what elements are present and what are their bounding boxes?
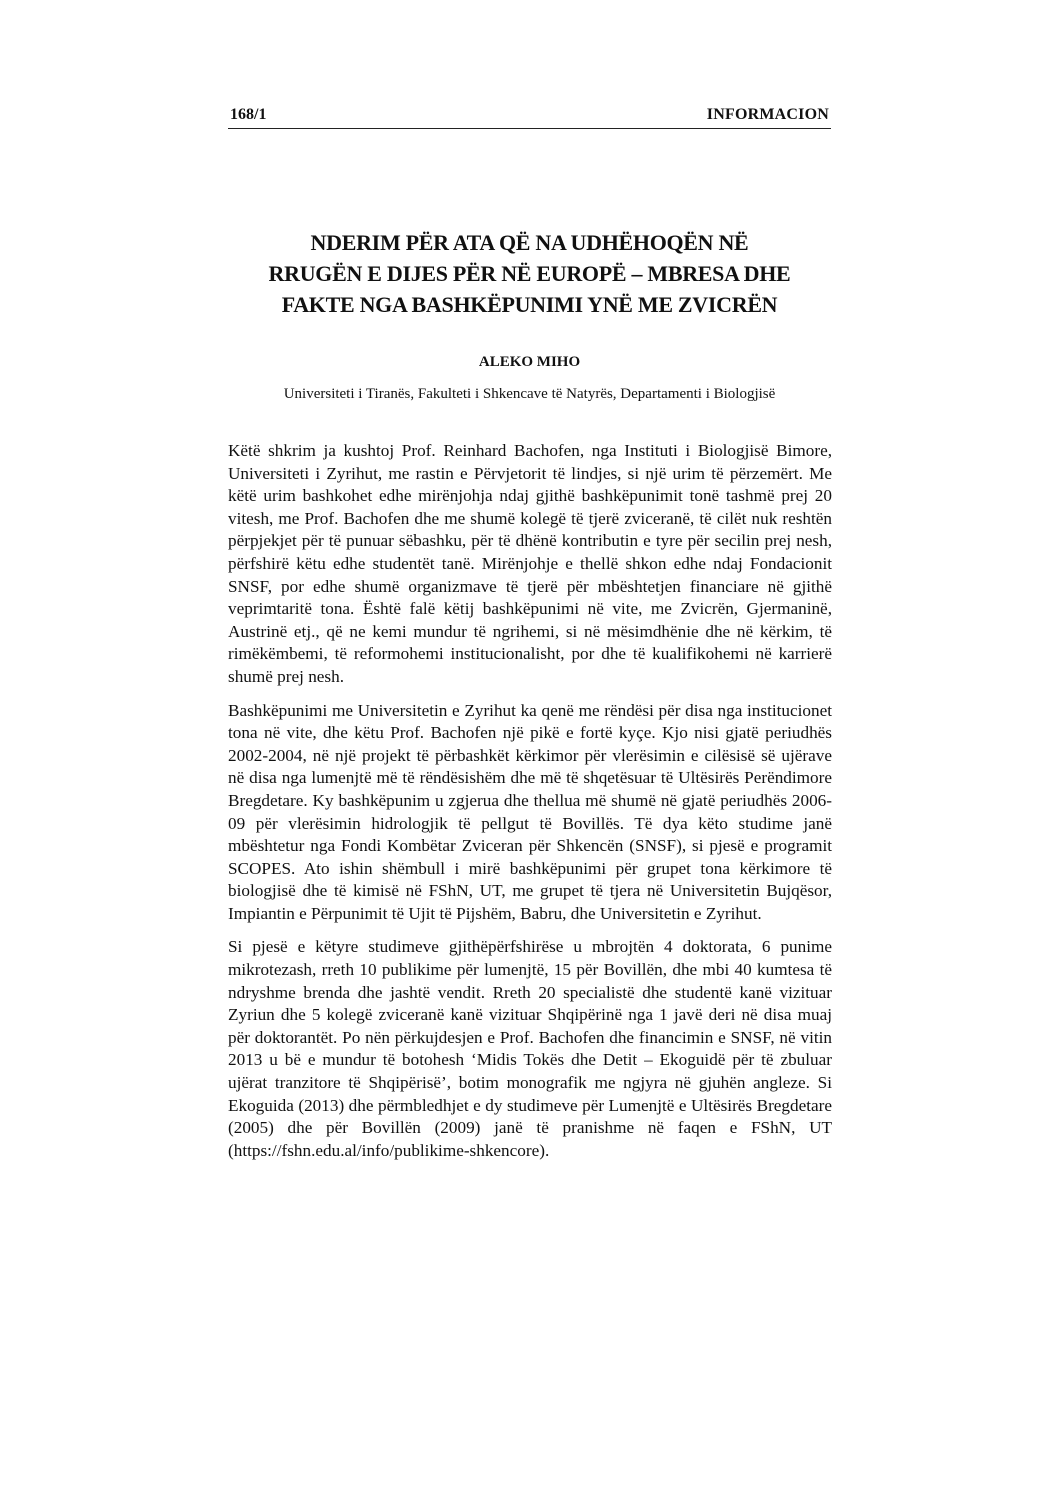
- author-affiliation: Universiteti i Tiranës, Fakulteti i Shkencave të Natyrës, Departamenti i Biologjisë: [283, 386, 776, 402]
- title-line-3: FAKTE NGA BASHKËPUNIMI YNË ME ZVICRËN: [281, 292, 778, 317]
- article-body: [228, 440, 832, 1173]
- paragraph-1: Këtë shkrim ja kushtoj Prof. Reinhard Bachofen, nga Instituti i Biologjisë Bimore, Universiteti i Zyrihut, me rastin e Përvjetorit të lindjes, si një urim të përzemërt. Me këtë urim bashkohet edhe mirënjohja ndaj gjithë bashkëpunimit tonë tashmë prej 20 vitesh, me Prof. Bachofen dhe me shumë kolegë të tjerë zviceranë, të cilët nuk reshtën përpjekjet për të punuar sëbashku, për të dhënë kontributin e tyre për secilin prej nesh, përfshirë këtu edhe studentët tanë. Mirënjohje e thellë shkon edhe ndaj Fondacionit SNSF, por edhe shumë organizmave të tjerë për mbështetjen financiare në gjithë veprimtaritë tona. Është falë këtij bashkëpunimi në vite, me Zvicrën, Gjermaninë, Austrinë etj., që ne kemi mundur të ngrihemi, si në mësimdhënie dhe në kërkim, të rimëkëmbemi, të reformohemi institucionalisht, por dhe të kualifikohemi në karrierë shumë prej nesh.: [228, 441, 832, 686]
- paragraph-3: Si pjesë e këtyre studimeve gjithëpërfshirëse u mbrojtën 4 doktorata, 6 punime mikrotezash, rreth 10 publikime për lumenjtë, 15 për Bovillën, dhe mbi 40 kumtesa të ndryshme brenda dhe jashtë vendit. Rreth 20 specialistë dhe studentë kanë vizituar Zyriun dhe 5 kolegë zviceranë kanë vizituar Shqipërinë nga 1 javë deri në disa muaj për doktorantët. Po nën përkujdesjen e Prof. Bachofen dhe financimin e SNSF, në vitin 2013 u bë e mundur të botohesh ‘Midis Tokës dhe Detit – Ekoguidë për të zbuluar ujërat tranzitore të Shqipërisë’, botim monografik me ngjyra në gjuhën angleze. Si Ekoguida (2013) dhe përmbledhjet e dy studimeve për Lumenjtë e Ultësirës Bregdetare (2005) dhe për Bovillën (2009) janë të pranishme në faqen e FShN, UT (https://fshn.edu.al/info/publikime-shkencore).: [228, 937, 832, 1160]
- section-title: INFORMACION: [706, 106, 829, 123]
- paragraph-2: Bashkëpunimi me Universitetin e Zyrihut ka qenë me rëndësi për disa nga institucionet tona në vite, dhe këtu Prof. Bachofen një pikë e fortë kyçe. Kjo nisi gjatë periudhës 2002-2004, në një projekt të përbashkët kërkimor për vlerësimin e cilësisë së ujërave në disa nga lumenjtë më të rëndësishëm dhe më të shqetësuar të Ultësirës Perëndimore Bregdetare. Ky bashkëpunim u zgjerua dhe thellua më shumë në gjatë periudhës 2006-09 për vlerësimin hidrologjik të pellgut të Bovillës. Të dya këto studime janë mbështetur nga Fondi Kombëtar Zviceran për Shkencën (SNSF), si pjesë e programit SCOPES. Ato ishin shëmbull i mirë bashkëpunimi për grupet tona kërkimore të biologjisë dhe të kimisë në FShN, UT, me grupet të tjera në Universitetin Bujqësor, Impiantin e Përpunimit të Ujit të Pijshëm, Babru, dhe Universitetin e Zyrihut.: [228, 700, 832, 923]
- article-title: [228, 227, 831, 320]
- page-number: 168/1: [230, 106, 267, 123]
- title-line-1: NDERIM PËR ATA QË NA UDHËHOQËN NË: [310, 230, 749, 255]
- title-line-2: RRUGËN E DIJES PËR NË EUROPË – MBRESA DHE: [268, 261, 791, 286]
- running-header: [228, 104, 831, 129]
- author-name: ALEKO MIHO: [478, 354, 581, 370]
